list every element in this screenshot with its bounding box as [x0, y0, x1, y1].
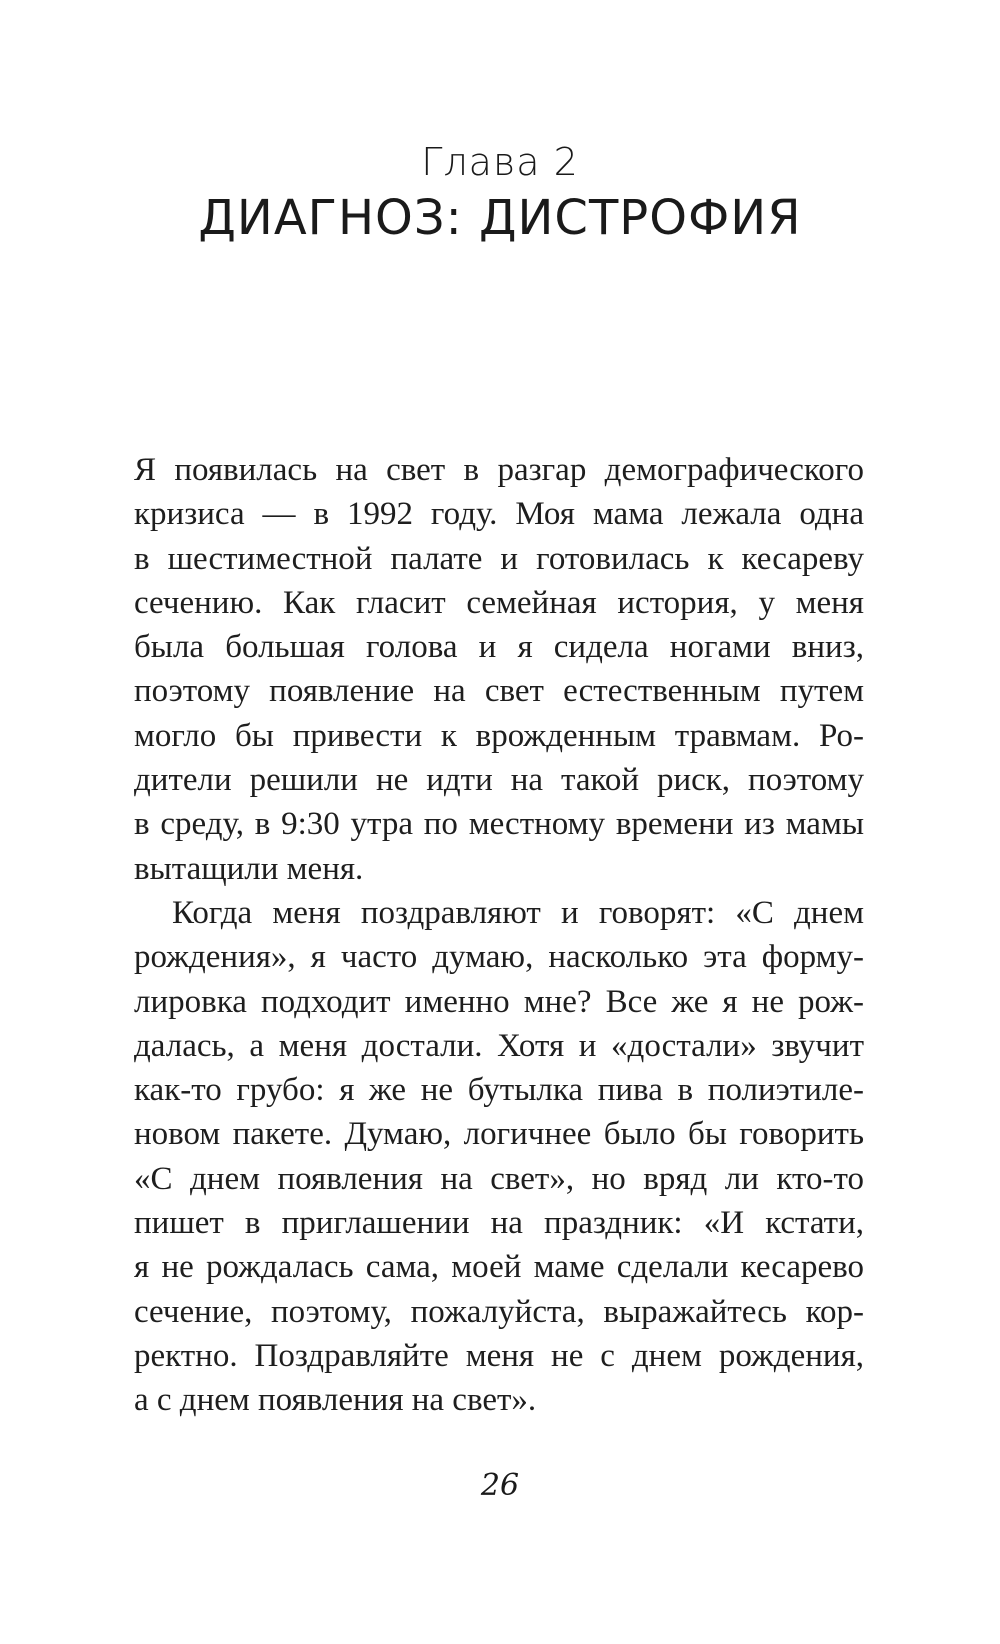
text-line: «С днем появления на свет», но вряд ли кто-то: [134, 1160, 864, 1197]
text-line: ректно. Поздравляйте меня не с днем рождения,: [134, 1337, 864, 1374]
text-line: в шестиместной палате и готовилась к кесареву: [134, 540, 864, 577]
text-line: далась, а меня достали. Хотя и «достали» звучит: [134, 1027, 864, 1064]
text-line: дители решили не идти на такой риск, поэтому: [134, 762, 864, 799]
text-line: Я появилась на свет в разгар демографического: [134, 452, 864, 488]
text-line: новом пакете. Думаю, логичнее было бы говорить: [134, 1116, 864, 1153]
body-text: [134, 448, 864, 1423]
page-number: 26: [480, 1468, 520, 1503]
text-line: Когда меня поздравляют и говорят: «С днем: [172, 894, 864, 931]
text-line: была большая голова и я сидела ногами вниз,: [134, 629, 864, 666]
text-line: сечение, поэтому, пожалуйста, выражайтесь кор-: [134, 1293, 864, 1330]
text-line: пишет в приглашении на праздник: «И кстати,: [134, 1205, 864, 1242]
text-line: как-то грубо: я же не бутылка пива в полиэтиле-: [134, 1072, 864, 1109]
text-line: лировка подходит именно мне? Все же я не рож-: [134, 983, 864, 1020]
text-line: а с днем появления на свет».: [134, 1382, 537, 1419]
text-line: кризиса — в 1992 году. Моя мама лежала одна: [134, 496, 864, 533]
text-line: вытащили меня.: [134, 850, 364, 887]
text-line: рождения», я часто думаю, насколько эта форму-: [134, 939, 864, 976]
chapter-title: ДИАГНОЗ: ДИСТРОФИЯ: [198, 190, 802, 246]
text-line: сечению. Как гласит семейная история, у меня: [134, 584, 864, 621]
text-line: я не рождалась сама, моей маме сделали кесарево: [134, 1249, 864, 1286]
chapter-label: Глава 2: [421, 140, 579, 184]
paragraph-1: [134, 448, 864, 891]
text-line: поэтому появление на свет естественным путем: [134, 673, 864, 710]
text-line: в среду, в 9:30 утра по местному времени из мамы: [134, 806, 864, 843]
text-line: могло бы привести к врожденным травмам. Ро-: [134, 717, 864, 754]
paragraph-2: [134, 891, 864, 1423]
